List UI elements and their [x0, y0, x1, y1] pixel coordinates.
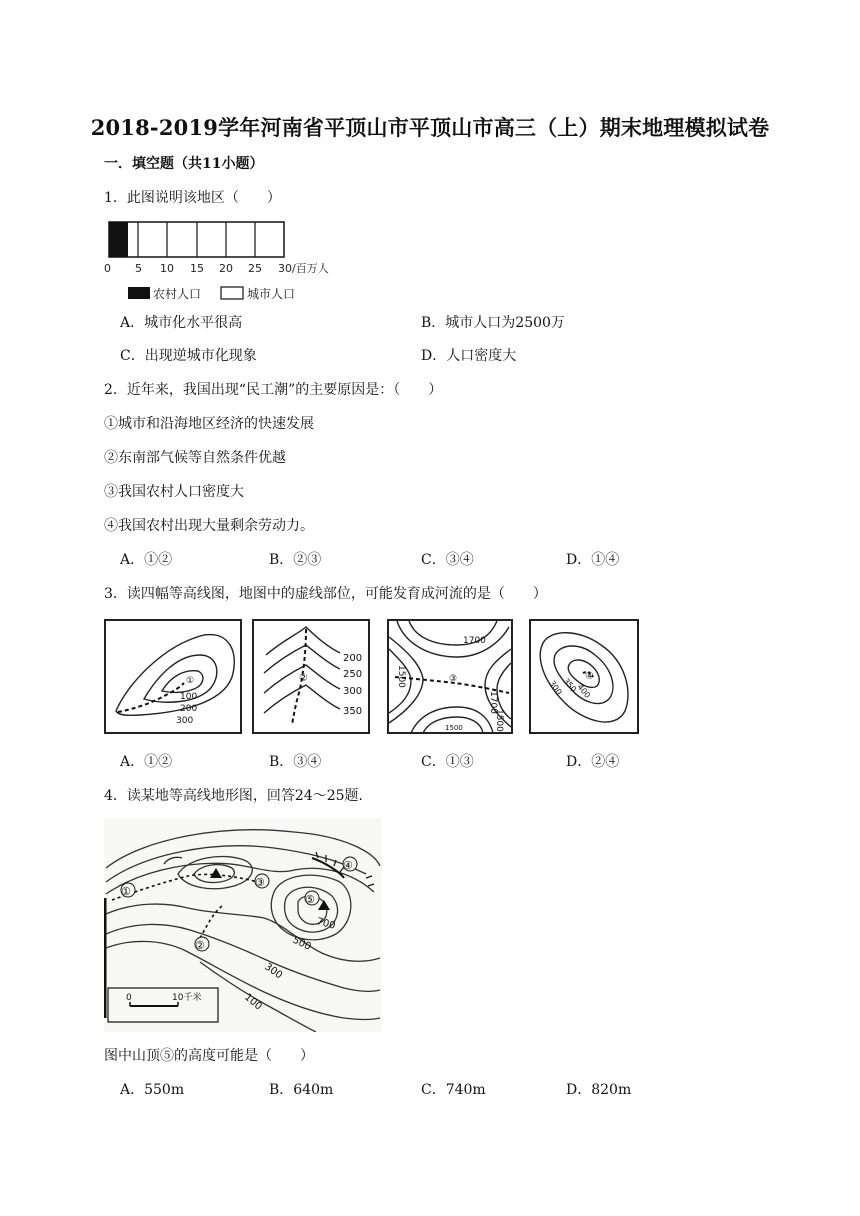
q2-option-a[interactable]: A．①②: [120, 552, 173, 568]
q3-option-c[interactable]: C．①③: [421, 754, 474, 770]
map-label: 100: [242, 991, 264, 1013]
q2-option-c[interactable]: C．③④: [421, 552, 474, 568]
tick-label: 5: [135, 262, 142, 275]
map-label: 300: [262, 961, 285, 982]
q3-option-d[interactable]: D．②④: [566, 754, 620, 770]
contour-label: ③: [449, 674, 458, 684]
contour-map-2: [252, 619, 370, 734]
contour-label: 300: [343, 686, 363, 697]
q2-item: ④我国农村出现大量剩余劳动力。: [104, 518, 314, 534]
contour-label: 300: [547, 678, 564, 697]
map-label: ②: [195, 939, 205, 952]
tick-label: 0: [104, 262, 111, 275]
contour-label: 250: [343, 669, 363, 680]
contour-label: ②: [299, 673, 308, 684]
q1-option-a[interactable]: A．城市化水平很高: [120, 315, 243, 331]
tick-label: 15: [190, 262, 204, 275]
section-heading: 一．填空题（共11小题）: [104, 156, 264, 172]
map-label: 700: [315, 916, 337, 932]
legend-rural-label: 农村人口: [153, 287, 202, 301]
scale-label: 0: [126, 993, 132, 1003]
q2-stem: 2．近年来，我国出现“民工潮”的主要原因是：（ ）: [104, 382, 443, 398]
contour-label: ①: [186, 676, 195, 686]
tick-label: 30/百万人: [278, 262, 329, 275]
contour-label: 200: [343, 653, 363, 664]
q2-item: ③我国农村人口密度大: [104, 484, 244, 500]
q1-population-bar-figure: [102, 214, 338, 306]
q2-item: ②东南部气候等自然条件优越: [104, 450, 286, 466]
q1-option-c[interactable]: C．出现逆城市化现象: [120, 348, 257, 364]
contour-label: 1700: [488, 691, 498, 714]
contour-label: 1500: [494, 709, 504, 732]
legend-urban-swatch: [221, 287, 243, 299]
contour-label: 200: [180, 704, 198, 714]
q3-option-a[interactable]: A．①②: [120, 754, 173, 770]
contour-label: 400: [575, 682, 593, 700]
contour-label: 100: [180, 692, 198, 702]
page-title: 2018-2019学年河南省平顶山市平顶山市高三（上）期末地理模拟试卷: [90, 115, 770, 140]
q3-stem: 3．读四幅等高线图，地图中的虚线部位，可能发育成河流的是（ ）: [104, 586, 547, 602]
q4-option-b[interactable]: B．640m: [269, 1082, 334, 1098]
contour-label: 350: [343, 706, 363, 717]
map-label: ③: [255, 876, 265, 889]
q2-item: ①城市和沿海地区经济的快速发展: [104, 416, 314, 432]
q4-option-a[interactable]: A．550m: [120, 1082, 185, 1098]
q1-option-d[interactable]: D．人口密度大: [421, 348, 517, 364]
rural-population-bar: [109, 222, 128, 257]
map-label: ①: [121, 885, 131, 898]
map-label: ④: [343, 859, 353, 872]
contour-map-3: [387, 619, 513, 734]
contour-map-4: [529, 619, 639, 734]
tick-label: 20: [219, 262, 233, 275]
q1-stem: 1．此图说明该地区（ ）: [104, 190, 281, 206]
q4-sub-question: 图中山顶⑤的高度可能是（ ）: [104, 1048, 314, 1064]
tick-label: 25: [248, 262, 262, 275]
contour-label: 1500: [445, 724, 463, 732]
q3-option-b[interactable]: B．③④: [269, 754, 322, 770]
contour-label: 300: [176, 716, 194, 726]
map-label: ⑤: [305, 893, 315, 906]
contour-label: 1500: [396, 665, 406, 688]
q4-topographic-map: [104, 818, 382, 1032]
legend-rural-swatch: [128, 287, 150, 299]
q1-option-b[interactable]: B．城市人口为2500万: [421, 315, 565, 331]
q2-option-d[interactable]: D．①④: [566, 552, 620, 568]
q2-option-b[interactable]: B．②③: [269, 552, 322, 568]
q4-option-d[interactable]: D．820m: [566, 1082, 632, 1098]
tick-label: 10: [160, 262, 174, 275]
legend-urban-label: 城市人口: [247, 287, 296, 301]
q4-option-c[interactable]: C．740m: [421, 1082, 486, 1098]
contour-map-1: [104, 619, 242, 734]
contour-label: 350: [561, 676, 579, 694]
contour-label: 1700: [463, 636, 486, 646]
scale-label: 10千米: [172, 993, 202, 1003]
contour-label: ④: [585, 671, 594, 682]
q4-stem: 4．读某地等高线地形图，回答24～25题．: [104, 788, 373, 804]
map-label: 500: [290, 934, 313, 953]
